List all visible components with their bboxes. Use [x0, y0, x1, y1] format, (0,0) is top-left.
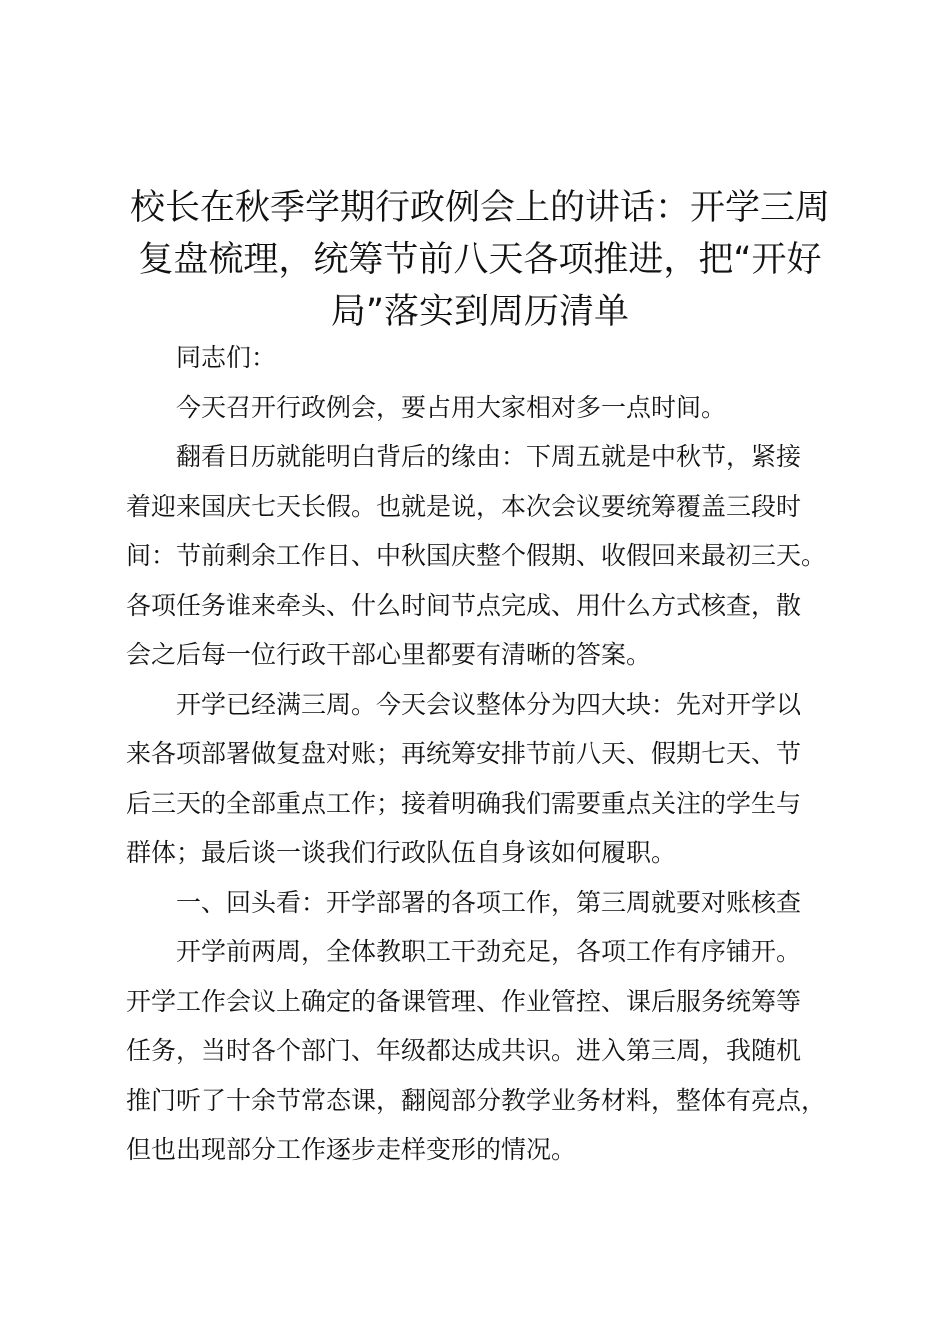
paragraph-line: 推门听了十余节常态课，翻阅部分教学业务材料，整体有亮点， — [126, 1085, 827, 1115]
paragraph-line: 间：节前剩余工作日、中秋国庆整个假期、收假回来最初三天。 — [126, 541, 827, 570]
paragraph-line: 后三天的全部重点工作；接着明确我们需要重点关注的学生与 — [126, 788, 802, 818]
salutation-text: 同志们： — [176, 343, 277, 372]
section-heading-text: 一、回头看：开学部署的各项工作，第三周就要对账核查 — [176, 887, 802, 917]
section-heading — [126, 878, 866, 928]
paragraph-agenda — [126, 680, 866, 878]
paragraph-line: 今天召开行政例会，要占用大家相对多一点时间。 — [176, 392, 727, 422]
document-body — [126, 333, 866, 1175]
paragraph-line: 各项任务谁来牵头、什么时间节点完成、用什么方式核查，散 — [126, 590, 802, 620]
paragraph-calendar — [126, 432, 866, 680]
paragraph-line: 翻看日历就能明白背后的缘由：下周五就是中秋节，紧接 — [176, 442, 802, 471]
document-title — [124, 182, 836, 338]
paragraph-line: 开学工作会议上确定的备课管理、作业管控、课后服务统筹等 — [126, 986, 802, 1016]
paragraph-line: 开学已经满三周。今天会议整体分为四大块：先对开学以 — [176, 689, 802, 719]
paragraph-line: 着迎来国庆七天长假。也就是说，本次会议要统筹覆盖三段时 — [126, 491, 802, 521]
paragraph-review — [126, 927, 866, 1175]
paragraph-line: 开学前两周，全体教职工干劲充足，各项工作有序铺开。 — [176, 937, 802, 966]
paragraph-line: 来各项部署做复盘对账；再统筹安排节前八天、假期七天、节 — [126, 739, 802, 768]
title-line: 校长在秋季学期行政例会上的讲话：开学三周 — [129, 188, 830, 228]
paragraph-line: 任务，当时各个部门、年级都达成共识。进入第三周，我随机 — [126, 1036, 802, 1065]
paragraph-line: 但也出现部分工作逐步走样变形的情况。 — [126, 1135, 577, 1164]
paragraph-line: 会之后每一位行政干部心里都要有清晰的答案。 — [126, 640, 652, 669]
paragraph-line: 群体；最后谈一谈我们行政队伍自身该如何履职。 — [126, 838, 677, 867]
title-line: 复盘梳理，统筹节前八天各项推进，把“开好 — [138, 240, 822, 280]
salutation — [126, 333, 866, 383]
paragraph-intro — [126, 383, 866, 433]
title-line: 局”落实到周历清单 — [330, 292, 630, 332]
